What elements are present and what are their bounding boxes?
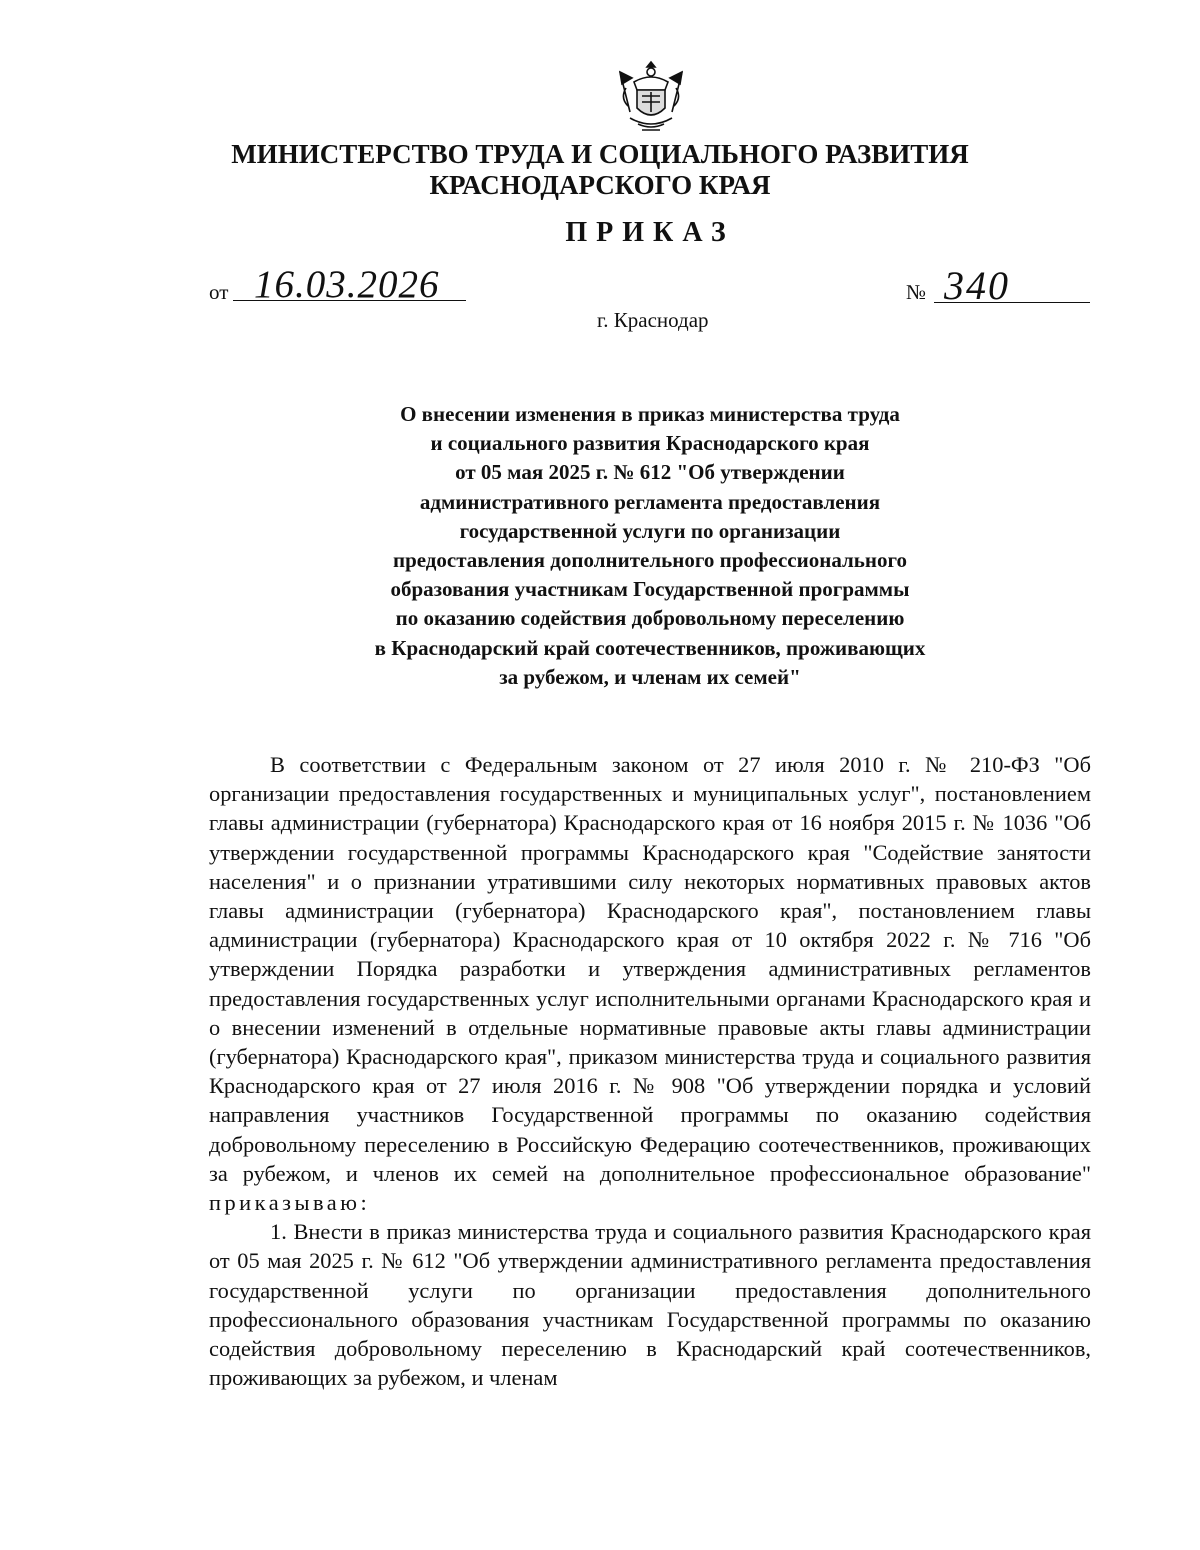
- document-subject: [0, 400, 1200, 692]
- document-type: ПРИКАЗ: [565, 217, 735, 248]
- ministry-name-line2: КРАСНОДАРСКОГО КРАЯ: [429, 170, 771, 200]
- ministry-name: [0, 139, 1200, 201]
- subject-line: за рубежом, и членам их семей": [499, 664, 801, 689]
- subject-line: административного регламента предоставления: [419, 489, 881, 514]
- handwritten-number: 340: [944, 263, 1010, 308]
- subject-line: от 05 мая 2025 г. № 612 "Об утверждении: [455, 460, 845, 485]
- item-1-paragraph: 1. Внести в приказ министерства труда и социального развития Краснодарского края от 05 мая 2025 г. № 612 "Об утверждении административного регламента предоставления государственной услуги по организации предоставления дополнительного профессионального образования участникам Государственной программы по оказанию содействия добровольному переселению в Краснодарский край соотечественников, проживающих за рубежом, и членам: [209, 1219, 1091, 1391]
- coat-of-arms-icon: [612, 58, 690, 136]
- subject-line: государственной услуги по организации: [459, 518, 841, 543]
- preamble-text: В соответствии с Федеральным законом от 27 июля 2010 г. № 210-ФЗ "Об организации предоставления государственных и муниципальных услуг", постановлением главы администрации (губернатора) Краснодарского края от 16 ноября 2015 г. № 1036 "Об утверждении государственной программы Краснодарского края "Содействие занятости населения" и о признании утратившими силу некоторых нормативных правовых актов главы администрации (губернатора) Краснодарского края", постановлением главы администрации (губернатора) Краснодарского края от 10 октября 2022 г. № 716 "Об утверждении Порядка разработки и утверждения административных регламентов предоставления государственных услуг исполнительными органами Краснодарского края и о внесении изменений в отдельные нормативные правовые акты главы администрации (губернатора) Краснодарского края", приказом министерства труда и социального развития Краснодарского края от 27 июля 2016 г. № 908 "Об утверждении порядка и условий направления участников Государственной программы по оказанию содействия добровольному переселению в Российскую Федерацию соотечественников, проживающих за рубежом, и членов их семей на дополнительное профессиональное образование": [209, 752, 1091, 1186]
- handwritten-date: 16.03.2026: [254, 263, 440, 306]
- subject-line: и социального развития Краснодарского края: [430, 431, 870, 456]
- date-prefix: от: [209, 280, 229, 304]
- number-prefix: №: [906, 280, 927, 304]
- subject-line: образования участникам Государственной программы: [390, 577, 910, 602]
- city: г. Краснодар: [597, 308, 709, 332]
- subject-line: в Краснодарский край соотечественников, проживающих: [374, 635, 926, 660]
- subject-line: по оказанию содействия добровольному переселению: [395, 606, 905, 631]
- order-word: приказываю:: [209, 1190, 371, 1216]
- document-body: [209, 750, 1091, 1392]
- preamble-paragraph: [209, 750, 1091, 1217]
- ministry-name-line1: МИНИСТЕРСТВО ТРУДА И СОЦИАЛЬНОГО РАЗВИТИЯ: [231, 139, 969, 169]
- subject-line: предоставления дополнительного профессионального: [392, 548, 908, 573]
- subject-line: О внесении изменения в приказ министерства труда: [400, 402, 900, 426]
